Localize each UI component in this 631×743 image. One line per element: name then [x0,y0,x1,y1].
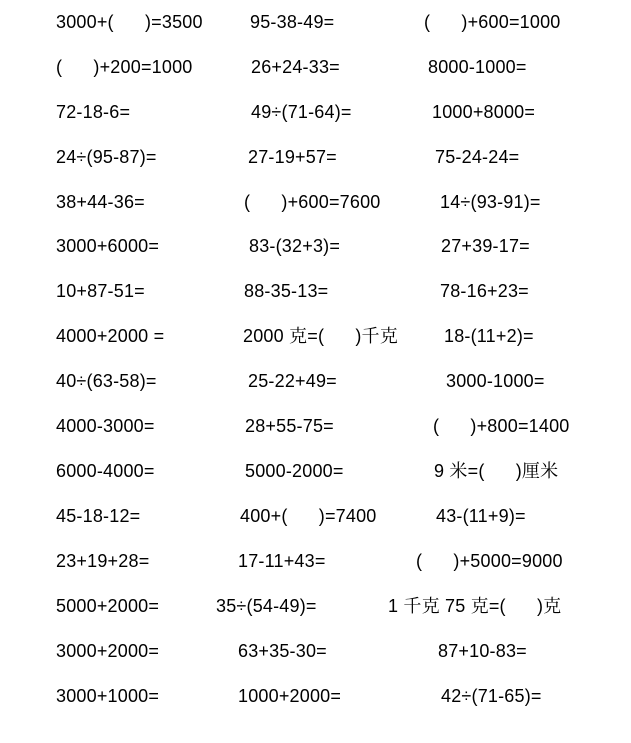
problem: ( )+200=1000 [56,57,193,77]
problem-row-1 [0,7,631,37]
problem: 43-(11+9)= [436,506,526,526]
problem: 72-18-6= [56,102,131,122]
problem: 5000+2000= [56,596,160,616]
problem: 6000-4000= [56,461,155,481]
problem: 9 米=( )厘米 [434,461,559,481]
problem: 1000+2000= [238,686,342,706]
problem-row-4 [0,142,631,172]
problem: 1000+8000= [432,102,536,122]
problem-row-7 [0,276,631,306]
problem: 27-19+57= [248,147,337,167]
problem: 87+10-83= [438,641,527,661]
problem: ( )+5000=9000 [416,551,563,571]
problem: 95-38-49= [250,12,335,32]
problem: 28+55-75= [245,416,334,436]
problem: 10+87-51= [56,281,145,301]
problem: 1 千克 75 克=( )克 [388,596,562,616]
problem: 14÷(93-91)= [440,192,541,212]
problem: 27+39-17= [441,236,530,256]
problem: 3000-1000= [446,371,545,391]
problem-row-15 [0,636,631,666]
problem: 4000-3000= [56,416,155,436]
problem-row-8 [0,321,631,351]
problem: 17-11+43= [238,551,326,571]
problem: 3000+1000= [56,686,160,706]
problem: 40÷(63-58)= [56,371,157,391]
problem: 4000+2000 = [56,326,165,346]
problem-row-5 [0,187,631,217]
problem-row-3 [0,97,631,127]
problem: ( )+800=1400 [433,416,570,436]
problem: 38+44-36= [56,192,145,212]
problem: 35÷(54-49)= [216,596,317,616]
problem: 26+24-33= [251,57,340,77]
problem-row-13 [0,546,631,576]
problem: 83-(32+3)= [249,236,341,256]
problem: 3000+6000= [56,236,160,256]
problem: 25-22+49= [248,371,337,391]
problem-row-2 [0,52,631,82]
problem-row-12 [0,501,631,531]
problem: 24÷(95-87)= [56,147,157,167]
problem: 3000+2000= [56,641,160,661]
problem-row-10 [0,411,631,441]
problem: 45-18-12= [56,506,141,526]
problem: 400+( )=7400 [240,506,377,526]
problem-row-14 [0,591,631,621]
problem-row-11 [0,456,631,486]
problem: 5000-2000= [245,461,344,481]
problem-row-6 [0,231,631,261]
problem: 8000-1000= [428,57,527,77]
problem: ( )+600=7600 [244,192,381,212]
problem: ( )+600=1000 [424,12,561,32]
problem: 88-35-13= [244,281,329,301]
problem: 18-(11+2)= [444,326,534,346]
problem: 78-16+23= [440,281,529,301]
problem: 2000 克=( )千克 [243,326,398,346]
problem: 49÷(71-64)= [251,102,352,122]
problem: 23+19+28= [56,551,150,571]
problem: 63+35-30= [238,641,327,661]
problem-row-9 [0,366,631,396]
problem: 42÷(71-65)= [441,686,542,706]
problem: 75-24-24= [435,147,520,167]
problem-row-16 [0,681,631,711]
problem: 3000+( )=3500 [56,12,203,32]
